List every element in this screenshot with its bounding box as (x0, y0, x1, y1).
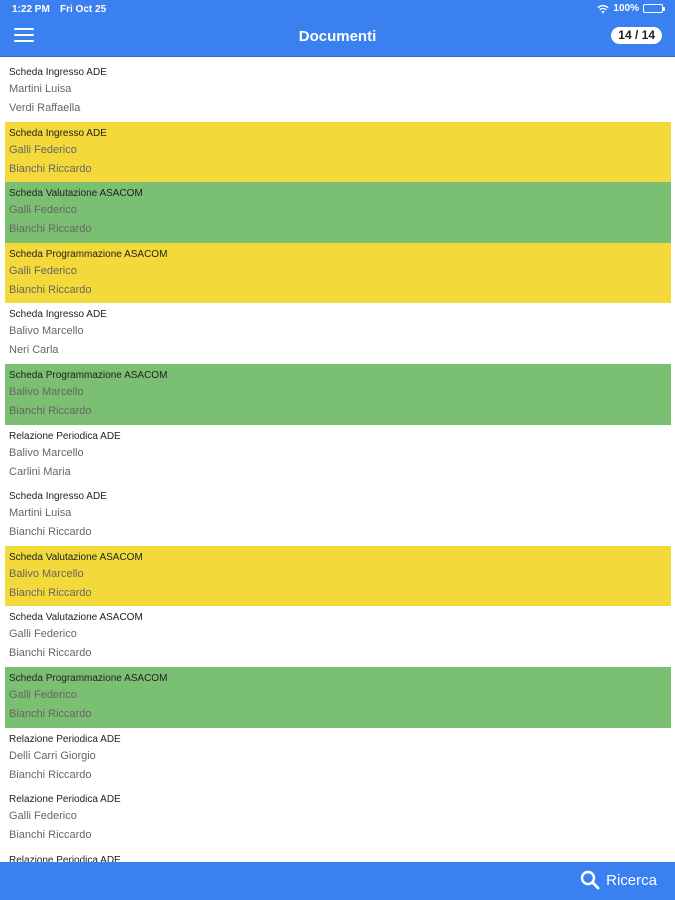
document-person-primary: Balivo Marcello (9, 567, 84, 580)
document-row[interactable] (5, 788, 671, 849)
document-person-primary: Galli Federico (9, 143, 77, 156)
document-row[interactable] (5, 728, 671, 789)
document-row[interactable] (5, 61, 671, 122)
document-person-secondary: Bianchi Riccardo (9, 526, 92, 539)
document-person-primary: Balivo Marcello (9, 446, 84, 459)
document-person-secondary: Verdi Raffaella (9, 102, 81, 114)
document-title: Scheda Ingresso ADE (9, 309, 107, 321)
document-title: Relazione Periodica ADE (9, 794, 121, 806)
document-person-primary: Martini Luisa (9, 507, 72, 520)
document-title: Scheda Ingresso ADE (9, 491, 107, 503)
search-label: Ricerca (606, 871, 657, 889)
document-person-primary: Galli Federico (9, 810, 77, 823)
bottom-bar (0, 862, 675, 900)
page-title: Documenti (298, 28, 377, 45)
document-person-secondary: Bianchi Riccardo (9, 647, 92, 660)
battery-icon (643, 4, 663, 13)
document-title: Scheda Programmazione ASACOM (9, 369, 168, 381)
document-person-secondary: Bianchi Riccardo (9, 223, 92, 236)
document-row[interactable] (5, 606, 671, 667)
document-person-primary: Martini Luisa (9, 83, 72, 95)
search-button[interactable] (580, 870, 657, 890)
wifi-icon (597, 4, 609, 14)
top-bar (0, 0, 675, 56)
count-badge: 14 / 14 (611, 27, 662, 44)
document-person-primary: Galli Federico (9, 204, 77, 217)
document-row[interactable] (5, 364, 671, 425)
document-person-secondary: Bianchi Riccardo (9, 829, 92, 842)
document-title: Scheda Ingresso ADE (9, 67, 107, 78)
document-row[interactable] (5, 303, 671, 364)
document-title: Scheda Valutazione ASACOM (9, 188, 143, 200)
documents-list[interactable] (0, 61, 675, 862)
search-icon (580, 870, 600, 890)
document-person-primary: Balivo Marcello (9, 385, 84, 398)
document-row[interactable] (5, 122, 671, 183)
document-person-secondary: Carlini Maria (9, 465, 71, 478)
status-indicators (597, 3, 663, 14)
document-title: Scheda Ingresso ADE (9, 127, 107, 139)
document-person-secondary: Bianchi Riccardo (9, 707, 92, 720)
document-row[interactable] (5, 546, 671, 607)
document-person-secondary: Neri Carla (9, 344, 59, 357)
document-title: Scheda Programmazione ASACOM (9, 248, 168, 260)
document-person-primary: Galli Federico (9, 264, 77, 277)
document-person-secondary: Bianchi Riccardo (9, 162, 92, 175)
document-row[interactable] (5, 425, 671, 486)
document-title: Relazione Periodica ADE (9, 854, 121, 862)
document-person-secondary: Bianchi Riccardo (9, 586, 92, 599)
document-person-primary: Galli Federico (9, 628, 77, 641)
document-title: Relazione Periodica ADE (9, 430, 121, 442)
document-row[interactable] (5, 667, 671, 728)
document-person-primary: Galli Federico (9, 688, 77, 701)
document-row[interactable] (5, 182, 671, 243)
document-title: Relazione Periodica ADE (9, 733, 121, 745)
document-title: Scheda Programmazione ASACOM (9, 672, 168, 684)
document-title: Scheda Valutazione ASACOM (9, 551, 143, 563)
status-date: Fri Oct 25 (60, 4, 107, 15)
battery-percent: 100% (613, 3, 639, 14)
document-row[interactable] (5, 485, 671, 546)
document-row[interactable] (5, 849, 671, 862)
status-time: 1:22 PM (12, 4, 50, 15)
document-person-secondary: Bianchi Riccardo (9, 404, 92, 417)
document-person-primary: Balivo Marcello (9, 325, 84, 338)
document-row[interactable] (5, 243, 671, 304)
document-person-secondary: Bianchi Riccardo (9, 768, 92, 781)
document-person-secondary: Bianchi Riccardo (9, 283, 92, 296)
document-person-primary: Delli Carri Giorgio (9, 749, 96, 762)
document-title: Scheda Valutazione ASACOM (9, 612, 143, 624)
